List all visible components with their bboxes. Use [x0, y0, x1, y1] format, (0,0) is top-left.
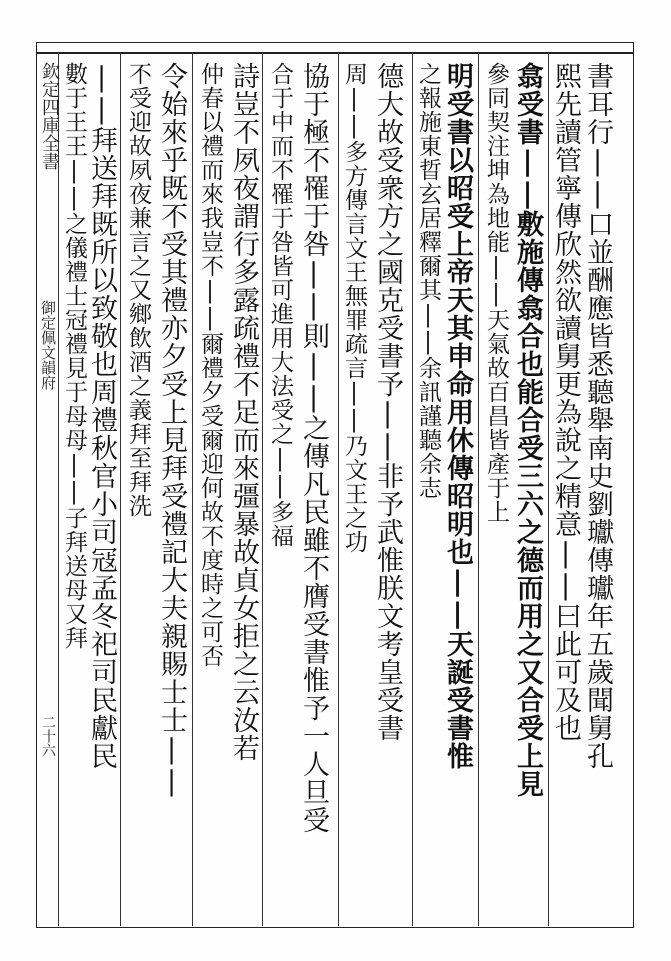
text-column-15: ||拜送拜既所以致敬也周禮秋官小司冦孟冬祀司民獻民 — [86, 62, 117, 770]
text-column-12: 仲春以禮而來我豈不||爾禮夕受爾迎何故不度時之可否 — [197, 62, 223, 668]
text-column-14: 不受迎故夙夜兼言之又鄉飲酒之義拜至拜洗 — [125, 62, 151, 518]
page-number: 二十六 — [40, 715, 56, 757]
text-column-5: 明受書以昭受上帝天其申命用休傳昭明也||天誕受書惟 — [442, 62, 473, 770]
column-rule — [262, 52, 263, 926]
text-column-7: 德大故受衆方之國克受書予||非予武惟朕文考皇受書 — [372, 62, 403, 742]
text-column-4: 參同契注坤為地能||天氣故百昌皆產于上 — [483, 62, 509, 524]
text-column-1: 書耳行||口並酬應皆悉聽舉南史劉瓛傳瓛年五歲聞舅孔 — [582, 62, 613, 770]
margin-rule — [58, 52, 59, 926]
text-column-8: 周||多方傳言文王無罪疏言||乃文王之功 — [341, 62, 367, 554]
text-column-16: 數于王王||之儀禮士冠禮見于母母||子拜送母又拜 — [61, 62, 87, 650]
text-column-2: 熙先讀管寧傳欣然欲讀舅更為說之精意||曰此可及也 — [550, 62, 581, 742]
column-rule — [192, 52, 193, 926]
text-column-13: 令始來乎既不受其禮亦夕受上見拜受禮記大夫親賜士士|| — [156, 62, 187, 798]
text-column-3: 翕受書||敷施傳翕合也能合受三六之德而用之又合受上見 — [512, 62, 543, 798]
column-rule — [548, 52, 549, 926]
top-border — [36, 52, 634, 54]
column-rule — [120, 52, 121, 926]
column-rule — [412, 52, 413, 926]
book-title: 御定佩文韻府 — [39, 300, 57, 390]
text-column-9: 協于極不罹于咎||則||之傳凡民雖不膺受書惟予一人旦受 — [298, 62, 329, 834]
text-column-10: 合于中而不罹于咎皆可進用大法受之||多福 — [267, 62, 293, 548]
library-title: 欽定四庫全書 — [39, 62, 60, 170]
text-column-11: 詩豈不夙夜謂行多露疏禮不足而來彊暴故貞女拒之云汝若 — [228, 62, 259, 762]
column-rule — [338, 52, 339, 926]
column-rule — [478, 52, 479, 926]
text-column-6: 之報施東晢玄居釋爾其||余訊謹聽余志 — [415, 62, 441, 500]
